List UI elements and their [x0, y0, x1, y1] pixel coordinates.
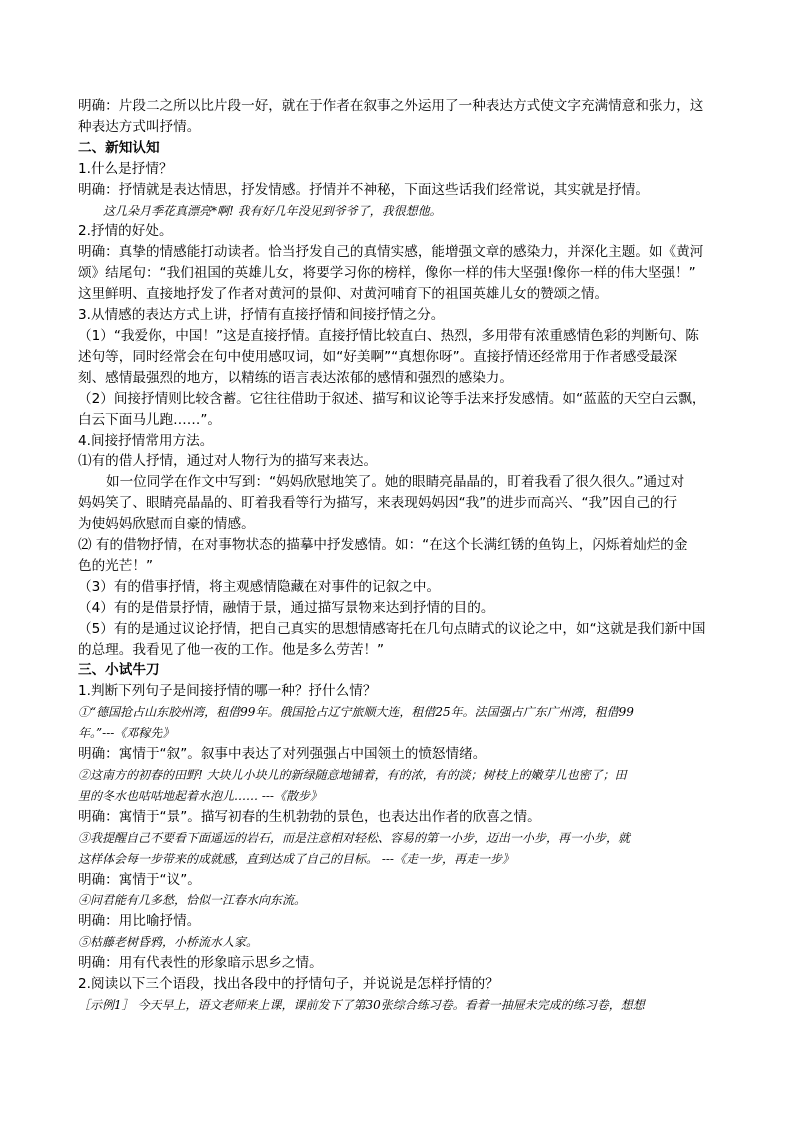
text-line: （5）有的是通过议论抒情，把自己真实的思想情感寄托在几句点睛式的议论之中，如“这就是我们新中国	[78, 620, 706, 637]
text-line: ⑵ 有的借物抒情，在对事物状态的描摹中抒发感情。如：“在这个长满红锈的鱼钩上，闪烁着灿烂的金	[78, 537, 688, 554]
text-line: （4）有的是借景抒情，融情于景，通过描写景物来达到抒情的目的。	[78, 599, 495, 616]
section-heading: 三、小试牛刀	[78, 662, 160, 679]
example-line: ［示例1］ 今天早上，语文老师来上课，课前发下了第30张综合练习卷。看着一抽屉未完成的练习卷，想想	[78, 997, 645, 1012]
text-line: 述句等，同时经常会在句中使用感叹词，如“好美啊”“真想你呀”。直接抒情还经常用于作者感受最深	[78, 348, 678, 365]
quote-line: ③我提醒自己不要看下面遥远的岩石，而是注意相对轻松、容易的第一小步，迈出一小步，再一小步，就	[78, 830, 631, 845]
question-heading: 1.什么是抒情？	[78, 160, 173, 177]
quote-line: 里的冬水也咕咕地起着水泡儿…… ---《散步》	[78, 788, 322, 803]
text-line: 种表达方式叫抒情。	[78, 118, 201, 135]
question-heading: 4.间接抒情常用方法。	[78, 432, 214, 449]
quote-line: ⑤枯藤老树昏鸦，小桥流水人家。	[78, 935, 259, 950]
document-page	[78, 96, 718, 1016]
answer-line: 明确：用有代表性的形象暗示思乡之情。	[78, 955, 323, 972]
quote-line: ④问君能有几多愁，恰似一江春水向东流。	[78, 893, 307, 908]
text-line: 刻、感情最强烈的地方，以精练的语言表达浓郁的感情和强烈的感染力。	[78, 369, 513, 386]
answer-line: 明确：寓情于“议”。	[78, 871, 201, 888]
answer-line: 明确：寓情于“叙”。叙事中表达了对列强强占中国领土的愤怒情绪。	[78, 746, 487, 763]
text-line: 如一位同学在作文中写到：“妈妈欣慰地笑了。她的眼睛亮晶晶的，盯着我看了很久很久。”通过对	[106, 474, 685, 491]
text-line: （2）间接抒情则比较含蓄。它往往借助于叙述、描写和议论等手法来抒发感情。如“蓝蓝的天空白云飘，	[78, 390, 706, 407]
question-heading: 3.从情感的表达方式上讲，抒情有直接抒情和间接抒情之分。	[78, 307, 445, 324]
text-line: （3）有的借事抒情，将主观感情隐藏在对事件的记叙之中。	[78, 578, 441, 595]
text-line: 明确：抒情就是表达情思，抒发情感。抒情并不神秘，下面这些话我们经常说，其实就是抒情。	[78, 181, 649, 198]
section-heading: 二、新知认知	[78, 139, 160, 156]
example-sentence: 这几朵月季花真漂亮*啊! 我有好几年没见到爷爷了，我很想他。	[103, 203, 442, 218]
question-heading: 2.抒情的好处。	[78, 223, 173, 240]
quote-line: 这样体会每一步带来的成就感，直到达成了自己的目标。 ---《走一步，再走一步》	[78, 851, 514, 866]
text-line: 色的光芒！”	[78, 557, 154, 574]
text-line: 为使妈妈欣慰而自豪的情感。	[78, 516, 255, 533]
text-line: 明确：真挚的情感能打动读者。恰当抒发自己的真情实感，能增强文章的感染力，并深化主题。如《黄河	[78, 244, 704, 261]
text-line: 颂》结尾句：“我们祖国的英雄儿女，将要学习你的榜样，像你一样的伟大坚强!像你一样的伟大坚强！”	[78, 265, 696, 282]
question-heading: 2.阅读以下三个语段，找出各段中的抒情句子，并说说是怎样抒情的？	[78, 976, 499, 993]
text-line: （1）“我爱你，中国！”这是直接抒情。直接抒情比较直白、热烈，多用带有浓重感情色彩的判断句、陈	[78, 327, 699, 344]
answer-line: 明确：寓情于“景”。描写初春的生机勃勃的景色，也表达出作者的欣喜之情。	[78, 808, 541, 825]
text-line: 的总理。我看见了他一夜的工作。他是多么劳苦！”	[78, 641, 385, 658]
quote-line: ①“德国抢占山东胶州湾，租借99年。俄国抢占辽宁旅顺大连，租借25年。法国强占广东广州湾，租借99	[78, 705, 634, 720]
answer-line: 明确：用比喻抒情。	[78, 913, 201, 930]
quote-line: ②这南方的初春的田野! 大块儿小块儿的新绿随意地铺着，有的浓，有的淡；树枝上的嫩芽儿也密了；田	[78, 768, 627, 782]
question-heading: 1.判断下列句子是间接抒情的哪一种？抒什么情？	[78, 683, 377, 700]
text-line: 妈妈笑了、眼睛亮晶晶的、盯着我看等行为描写，来表现妈妈因“我”的进步而高兴、“我”因自己的行	[78, 495, 678, 512]
text-line: ⑴有的借人抒情，通过对人物行为的描写来表达。	[78, 453, 378, 470]
text-line: 白云下面马儿跑……”。	[78, 411, 221, 428]
text-line: 明确：片段二之所以比片段一好，就在于作者在叙事之外运用了一种表达方式使文字充满情意和张力，这	[78, 98, 704, 114]
quote-line: 年。”---《邓稼先》	[78, 726, 175, 741]
text-line: 这里鲜明、直接地抒发了作者对黄河的景仰、对黄河哺育下的祖国英雄儿女的赞颂之情。	[78, 286, 609, 303]
